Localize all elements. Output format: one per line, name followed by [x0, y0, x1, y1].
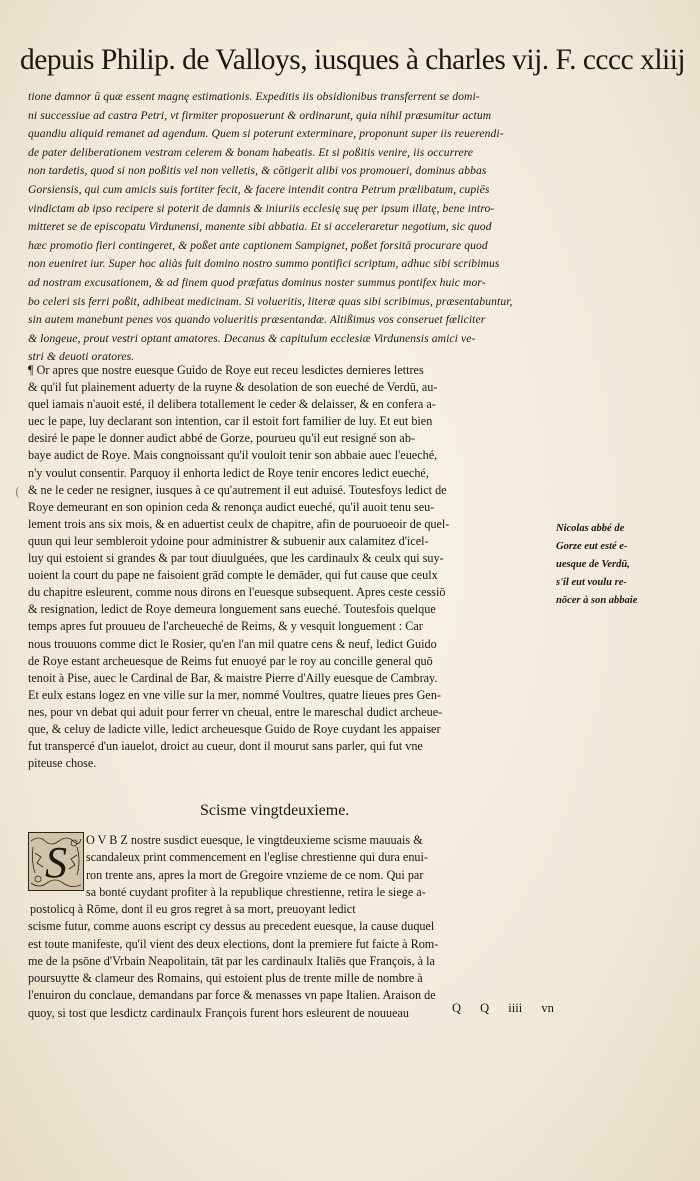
text-line: nous trouuons comme dict le Rosier, qu'en l'an mil quatre cens & neuf, ledict Guido [28, 636, 437, 651]
text-line: ni successiue ad castra Petri, vt firmiter proposuerunt & ordinarunt, quia nihil præsumitur actum [28, 108, 492, 122]
text-line: postolicq à Rōme, dont il eu gros regret à sa mort, preuoyant ledict [30, 902, 356, 916]
text-line: & longeue, prout vestri optant amatores. Decanus & capitulum ecclesiæ Virdunensis amici ve- [28, 331, 476, 345]
text-line: stri & deuoti oratores. [28, 350, 135, 364]
text-line: uec le pape, luy declarant son intention, car il estoit fort familier de luy. Et eut bien [28, 414, 433, 429]
text-line: n'y voulut consentir. Parquoy il enhorta ledict de Roye tenir encores ledict eueché, [28, 465, 429, 480]
bracket-mark: ( [15, 485, 20, 499]
text-line: tenoit à Pise, auec le Cardinal de Bar, & maistre Pierre d'Ailly euesque de Cambray. [28, 670, 438, 685]
text-line: du chapitre esleurent, comme nous dirons en l'euesque subsequent. Apres ceste cessiō [28, 585, 446, 600]
text-line: & qu'il fut plainement aduerty de la ruyne & desolation de son eueché de Verdū, au- [28, 380, 438, 395]
latin-letter-block [28, 88, 548, 367]
text-line: O V B Z nostre susdict euesque, le vingtdeuxieme scisme mauuais & [86, 833, 423, 847]
text-line: tione damnor ū quæ essent magnę estimationis. Expeditis iis obsidionibus transferrent se domi- [28, 90, 480, 103]
text-line: sin autem manebunt penes vos quando volueritis præsentandæ. Altißimus vos conseruet fœliciter [28, 313, 486, 327]
text-line: ad nostram excusationem, & ad finem quod præfatus dominus noster summus pontifex huic mor- [28, 275, 486, 289]
text-line: nes, pour vn debat qui aduit pour ferrer vn cheual, entre le mareschal dudict archeue- [28, 704, 443, 719]
text-line: me de la psōne d'Vrbain Neapolitain, tāt par les cardinaulx Italiēs que François, à la [28, 953, 435, 968]
text-line: quandiu aliquid remanet ad agendum. Quem si poterunt exterminare, proponunt super iis reuerendi- [28, 127, 504, 141]
text-line: de pater deliberationem vestram celerem & bonam habeatis. Et si poßitis venire, iis occurrere [28, 145, 474, 159]
text-line: non eueniret iur. Super hoc aliàs fuit domino nostro summo pontifici scriptum, adhuc sibi scribimus [28, 257, 500, 271]
marginal-line: nōcer à son abbaie [556, 595, 638, 606]
text-line: ron trente ans, apres la mort de Gregoire vnzieme de ce nom. Qui par [86, 867, 424, 882]
text-line: l'enuiron du conclaue, demandans par force & menasses vn pape Italien. Araison de [28, 988, 436, 1003]
text-line: piteuse chose. [28, 756, 97, 771]
text-line: est toute manifeste, qu'il vient des deux elections, dont la premiere fut faicte à Rom- [28, 936, 439, 951]
text-line: vindictam ab ipso recipere si poterit de damnis & iniuriis ecclesię suę per ipsum illatę, bene intro- [28, 201, 495, 215]
text-line: Et eulx estans logez en vne ville sur la mer, nommé Voultres, quatre lieues pres Gen- [28, 687, 441, 702]
marginal-line: s'il eut voulu re- [556, 577, 627, 588]
text-line: scisme futur, comme auons escript cy dessus au precedent euesque, la cause duquel [28, 919, 435, 934]
signature-text: Q Q iiii [452, 1001, 523, 1015]
marginal-line: Gorze eut esté e- [556, 541, 628, 552]
text-line: non tardetis, quod si non poßitis vel non velletis, & cōtigerit alibi vos promoueri, dominus abbas [28, 164, 487, 178]
french-paragraph [28, 362, 558, 772]
opening-lines [86, 832, 556, 901]
initial-ornament-icon [29, 833, 83, 890]
text-line: ¶ Or apres que nostre euesque Guido de Roye eut receu lesdictes dernieres lettres [28, 363, 424, 377]
text-line: & resignation, ledict de Roye demeura longuement sans eueché. Toutesfois quelque [28, 602, 436, 617]
text-line: fut transpercé d'un iauelot, droict au cueur, dont il mourut sans parler, qui fut vne [28, 739, 423, 754]
text-line: quun qui leur sembleroit ydoine pour administrer & subuenir aux calamitez d'icel- [28, 533, 429, 548]
text-line: uoient la court du pape ne faisoient grād compte le demāder, qui fut cause que ceulx [28, 568, 438, 583]
text-line: bo celeri sis ferri poßit, adhibeat medicinam. Si volueritis, literæ quas sibi scribimus, præsentabuntur, [28, 294, 513, 308]
text-line: & ne le ceder ne resigner, iusques à ce qu'autrement il eut aduisé. Toutesfoys ledict de [28, 482, 447, 497]
catchword: vn [541, 1001, 554, 1015]
text-line: poursuytte & clameur des Romains, qui estoient plus de trente mille de nombre à [28, 971, 423, 986]
marginal-line: Nicolas abbé de [556, 523, 625, 534]
text-line: quel iamais n'auoit esté, il delibera totallement le ceder & delaisser, & en confera a- [28, 397, 436, 412]
text-line: mitteret se de episcopatu Virdunensi, manente sibi abbatia. Et si acceleraretur negotium, sic quod [28, 220, 492, 234]
text-line: Gorsiensis, qui cum amicis suis fortiter fecit, & facere intendit contra Petrum prælibatum, cupiēs [28, 182, 490, 196]
running-header: depuis Philip. de Valloys, iusques à charles vij. F. cccc xliij [20, 43, 686, 76]
signature-mark [452, 1001, 554, 1016]
dropcap-letter: S [45, 838, 67, 887]
text-line: luy qui estoient si grandes & par tout diuulguées, que les cardinaulx & ceulx qui suy- [28, 551, 444, 566]
text-line: lement trois ans six mois, & en aduertist ceulx de chapitre, afin de pouruoeoir de quel- [28, 516, 450, 531]
text-line: Roye demeurant en son opinion ceda & renonça audict eueché, qu'il auoit tenu seu- [28, 499, 435, 514]
text-line: quoy, si tost que lesdictz cardinaulx François furent hors esleurent de nouueau [28, 1005, 409, 1020]
decorated-initial [28, 832, 84, 891]
marginal-note [556, 520, 686, 610]
text-line: baye audict de Roye. Mais congnoissant qu'il vouloit tenir son abbaie auec l'eueché, [28, 448, 438, 463]
text-line: de Roye estant archeuesque de Reims fut enuoyé par le roy au concille general quō [28, 653, 433, 668]
text-line: temps apres fut prouueu de l'archeueché de Reims, & y vesquit longuement : Car [28, 619, 423, 634]
text-line: scandaleux print commencement en l'eglise chrestienne qui dura enui- [86, 850, 428, 865]
text-line: hæc promotio fieri contingeret, & poßet ante captionem Sampignet, poßet forsitā procurare quod [28, 238, 488, 252]
text-line: que, & celuy de ladicte ville, ledict archeuesque Guido de Roye cuydant les appaiser [28, 721, 441, 736]
section-title: Scisme vingtdeuxieme. [200, 802, 350, 819]
text-line: sa bonté cuydant profiter à la republique chrestienne, retira le siege a- [86, 884, 426, 899]
text-line: desiré le pape le donner audict abbé de Gorze, pourueu qu'il eut resigné son ab- [28, 431, 415, 446]
marginal-line: uesque de Verdū, [556, 559, 630, 570]
